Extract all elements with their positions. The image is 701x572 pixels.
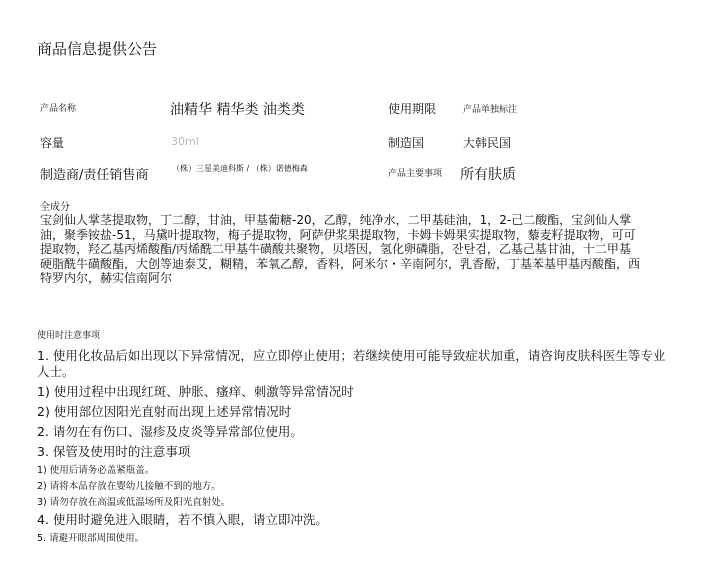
note-line: 5. 请避开眼部周围使用。 [37, 533, 145, 544]
notes-section [37, 328, 667, 548]
maker-label: 制造商/责任销售商 [40, 168, 149, 183]
ingredients-label: 全成分 [40, 202, 70, 213]
note-line: 1. 使用化妆品后如出现以下异常情况，应立即停止使用；若继续使用可能导致症状加重，请咨询皮肤科医生等专业人士。 [37, 348, 666, 379]
note-line: 3) 请勿存放在高温或低温场所及阳光直射处。 [37, 497, 231, 508]
usage-period-value: 产品单独标注 [463, 105, 518, 115]
product-name-label: 产品名称 [40, 104, 77, 114]
origin-value: 大韩民国 [463, 136, 512, 150]
main-feature-label: 产品主要事项 [388, 169, 443, 179]
usage-period-label: 使用期限 [388, 102, 437, 116]
page-title: 商品信息提供公告 [37, 40, 158, 58]
note-line: 2. 请勿在有伤口、湿疹及皮炎等异常部位使用。 [37, 424, 303, 439]
note-line: 4. 使用时避免进入眼睛，若不慎入眼，请立即冲洗。 [37, 512, 328, 527]
note-line: 1) 使用过程中出现红斑、肿胀、瘙痒、刺激等异常情况时 [37, 384, 354, 399]
maker-value: （株）三星美迪科斯 / （株）诺德梅森 [172, 164, 308, 173]
product-name-value: 油精华 精华类 油类类 [170, 102, 305, 118]
capacity-value: 30ml [171, 135, 199, 148]
notes-heading: 使用时注意事项 [37, 331, 101, 341]
main-feature-value: 所有肤质 [460, 167, 516, 183]
note-line: 2) 使用部位因阳光直射而出现上述异常情况时 [37, 404, 292, 419]
origin-label: 制造国 [388, 136, 425, 150]
ingredients-text: 宝剑仙人掌茎提取物，丁二醇，甘油，甲基葡糖-20，乙醇，纯净水，二甲基硅油，1，2-己二酸酯，宝剑仙人掌油，聚季铵盐-51，马黛叶提取物，梅子提取物，阿萨伊浆果提取物，卡姆卡姆果实提取物，藜麦籽提取物，可可提取物，羟乙基丙烯酸酯/丙烯酰二甲基牛磺酸共聚物，贝塔因，氢化卵磷脂，잔탄검，乙基己基甘油，十二甲基硬脂酰牛磺酸酯，大创等迪泰艾，糊精，苯氧乙醇，香料，阿米尔・辛南阿尔，乳香酚，丁基苯基甲基丙酸酯，西特罗内尔，赫实信南阿尔 [40, 213, 641, 285]
note-line: 2) 请将本品存放在婴幼儿接触不到的地方。 [37, 481, 221, 492]
capacity-label: 容量 [40, 136, 65, 150]
note-line: 3. 保管及使用时的注意事项 [37, 444, 191, 459]
note-line: 1) 使用后请务必盖紧瓶盖。 [37, 465, 155, 476]
